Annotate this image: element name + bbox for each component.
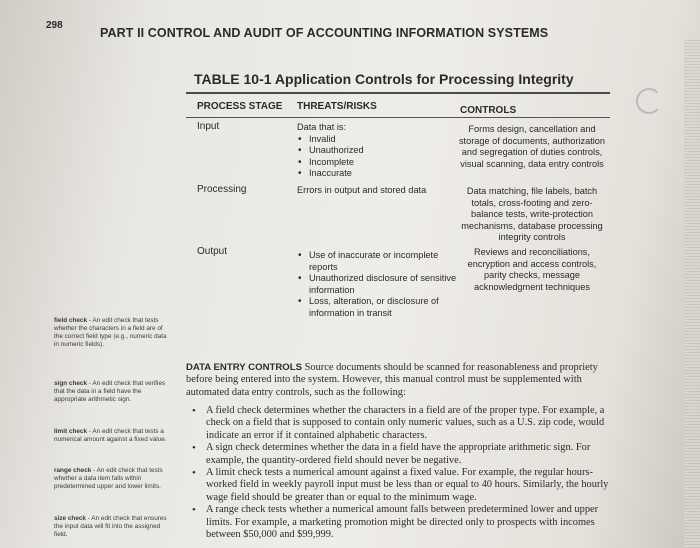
table-header-rule [186, 117, 610, 118]
column-header-stage: PROCESS STAGE [197, 101, 283, 112]
margin-note-limit-check [54, 428, 172, 444]
list-item: • Inaccurate [309, 168, 457, 180]
list-item: • Incomplete [309, 157, 457, 169]
section-heading: DATA ENTRY CONTROLS [186, 362, 303, 373]
margin-definition: - An edit check that tests whether the characters in a field are of the correct field type (e.g., numeric data in numeric fields). [54, 317, 167, 348]
margin-note-field-check [54, 317, 172, 349]
threats-intro: Data that is: [297, 122, 347, 132]
margin-definition: - An edit check that ensures the input data will fit into the assigned field. [54, 515, 167, 538]
column-header-threats: THREATS/RISKS [297, 101, 377, 112]
column-header-controls: CONTROLS [460, 105, 517, 116]
table-title: TABLE 10-1 Application Controls for Processing Integrity [194, 71, 574, 87]
page-number: 298 [46, 20, 63, 31]
row-processing-stage: Processing [197, 184, 247, 195]
list-item: • Unauthorized [309, 145, 457, 157]
control-bullet-list [186, 405, 610, 541]
margin-term: range check [54, 467, 92, 474]
row-processing-threats: Errors in output and stored data [297, 185, 427, 195]
list-item: • Invalid [309, 134, 457, 146]
list-item: • Loss, alteration, or disclosure of information in transit [309, 296, 457, 319]
row-output-stage: Output [197, 246, 228, 257]
row-input-stage: Input [197, 121, 220, 132]
margin-definition: - An edit check that tests whether a data item falls within predetermined upper and lower limits. [54, 467, 163, 490]
running-header: PART II CONTROL AND AUDIT OF ACCOUNTING INFORMATION SYSTEMS [100, 26, 549, 40]
row-output-threats [297, 250, 457, 320]
margin-term: size check [54, 515, 86, 522]
margin-definition: - An edit check that verifies that the data in a field have the appropriate arithmetic sign. [54, 380, 166, 403]
table-top-rule [186, 92, 610, 94]
list-item: • Use of inaccurate or incomplete reports [309, 250, 457, 273]
list-item: • A field check determines whether the characters in a field are of the proper type. For example, a check on a field that is supposed to contain only numeric values, such as a U.S. zip code, would indicate an error if it contained alphabetic characters. [186, 405, 610, 442]
list-item: • A limit check tests a numerical amount against a fixed value. For example, the regular hours-worked field in weekly payroll input must be less than or equal to 40 hours. Similarly, the hourly wage field should be greater than or equal to the minimum wage. [186, 467, 610, 504]
row-processing-controls: Data matching, file labels, batch totals, cross-footing and zero-balance tests, write-protection mechanisms, database processing integrity controls [461, 186, 603, 243]
margin-note-sign-check [54, 380, 172, 404]
margin-note-range-check [54, 467, 172, 491]
loading-spinner-icon [636, 88, 662, 114]
margin-term: sign check [54, 380, 88, 387]
list-item: • A range check tests whether a numerical amount falls between predetermined lower and upper limits. For example, a marketing promotion might be directed only to prospects with incomes between $50,000 and $99,999. [186, 504, 610, 541]
list-item: • A sign check determines whether the data in a field have the appropriate arithmetic sign. For example, the quantity-ordered field should never be negative. [186, 442, 610, 467]
row-input-threats [297, 122, 457, 180]
margin-definition: - An edit check that tests a numerical amount against a fixed value. [54, 428, 167, 443]
margin-term: limit check [54, 428, 88, 435]
page-edge [684, 40, 700, 548]
row-input-controls: Forms design, cancellation and storage of documents, authorization and segregation of duties controls, visual scanning, data entry controls [458, 124, 606, 169]
list-item: • Unauthorized disclosure of sensitive information [309, 273, 457, 296]
row-output-controls: Reviews and reconciliations, encryption and access controls, parity checks, message acknowledgment techniques [467, 247, 597, 292]
section-intro [186, 362, 606, 399]
margin-note-size-check [54, 515, 172, 539]
margin-term: field check [54, 317, 88, 324]
intro-text: Source documents should be scanned for reasonableness and propriety before being entered into the system. However, this manual control must be supplemented with automated data entry controls, such as the following: [186, 362, 598, 398]
